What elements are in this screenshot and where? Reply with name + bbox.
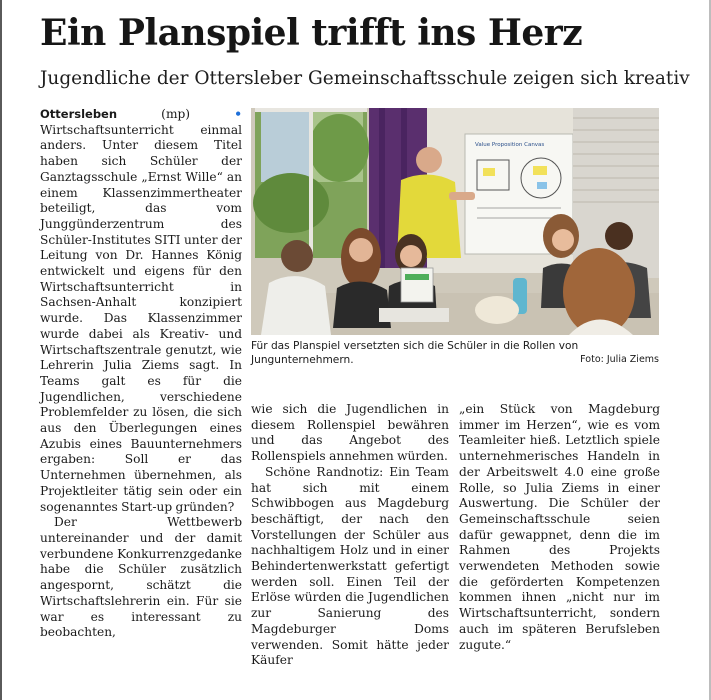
photo-caption-block: [251, 339, 659, 367]
article-column-middle: [251, 402, 449, 669]
photo-caption: Für das Planspiel versetzten sich die Schüler in die Rollen von Jungunternehmern.: [251, 340, 579, 366]
lead-text: Wirtschaftsunterricht einmal anders. Unter diesem Titel haben sich Schüler der Ganztagsschule „Ernst Wille“ an einem Klassenzimmertheater beteiligt, das vom Junggünderzentrum des Schüler-Institutes SITI unter der Leitung von Dr. Hannes König entwickelt und eigens für den Wirtschaftsunterricht in Sachsen-Anhalt konzipiert wurde. Das Klassenzimmer wurde dabei als Kreativ- und Wirtschaftszentrale genutzt, wie Lehrerin Julia Ziems sagt. In Teams galt es für die Jugendlichen, verschiedene Problemfelder zu lösen, die sich aus den Überlegungen eines Azubis eines Bauunternehmers ergaben: Soll er das Unternehmen übernehmen, als Projektleiter tätig sein oder ein sogenanntes Start-up gründen?: [40, 122, 242, 514]
article-photo: [251, 108, 659, 335]
lead-paragraph: [40, 107, 242, 515]
subheadline: Jugendliche der Ottersleber Gemeinschaftsschule zeigen sich kreativ: [40, 68, 690, 89]
photo-credit: Foto: Julia Ziems: [580, 354, 659, 365]
article-column-left: [40, 107, 242, 641]
middle-paragraph-1: wie sich die Jugendlichen in diesem Rollenspiel bewähren und das Angebot des Rollenspiels annehmen würden.: [251, 402, 449, 464]
right-paragraph-1: „ein Stück von Magdeburg immer im Herzen“, wie es vom Teamleiter hieß. Letztlich spiele unternehmerisches Handeln in der Arbeitswelt 4.0 eine große Rolle, so Julia Ziems in einer Auswertung. Die Schüler der Gemeinschaftsschule seien dafür gewappnet, denn die im Rahmen des Projekts verwendeten Methoden sowie die geförderten Kompetenzen kommen ihnen „nicht nur im Wirtschaftsunterricht, sondern auch im späteren Berufsleben zugute.“: [459, 402, 660, 652]
paragraph-2: Der Wettbewerb untereinander und der damit verbundene Konkurrenzgedanke habe die Schüler zusätzlich angespornt, schätzt die Wirtschaftslehrerin ein. Für sie war es interessant zu beobachten,: [40, 515, 242, 640]
poster-title: Value Proposition Canvas: [475, 142, 545, 148]
article-column-right: [459, 402, 660, 653]
page-frame-left: [0, 0, 2, 700]
middle-paragraph-2: Schöne Randnotiz: Ein Team hat sich mit einem Schwibbogen aus Magdeburg beschäftigt, der nach den Vorstellungen der Schüler aus nachhaltigem Holz und in einer Behindertenwerkstatt gefertigt werden soll. Einen Teil der Erlöse würden die Jugendlichen zur Sanierung des Magdeburger Doms verwenden. Somit hätte jeder Käufer: [251, 464, 449, 668]
dateline-suffix: (mp): [117, 107, 235, 121]
headline: Ein Planspiel trifft ins Herz: [40, 12, 583, 54]
dateline: Ottersleben: [40, 107, 118, 121]
bullet-icon: •: [234, 107, 242, 121]
